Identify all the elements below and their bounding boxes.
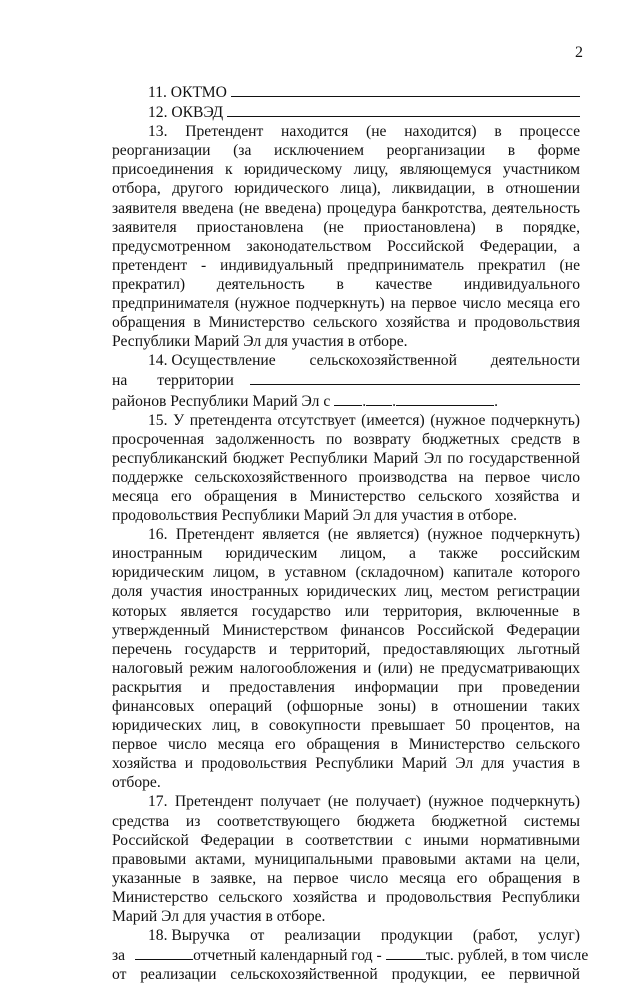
okved-blank-line	[227, 102, 580, 117]
okved-field	[112, 102, 580, 122]
date-month-blank	[366, 391, 392, 406]
year-blank	[135, 945, 193, 960]
document-body	[112, 82, 589, 984]
paragraph-18	[112, 926, 589, 984]
paragraph-16: 16. Претендент является (не является) (нужное подчеркнуть) иностранным юридическим лицом, а также российским юридическим лицом, в уставном (складочном) капитале которого доля участия иностранных юридических лиц, местом регистрации которых является государство или территория, включенные в утвержденный Министерством финансов Российской Федерации перечень государств и территорий, предоставляющих льготный налоговый режим налогообложения и (или) не предусматривающих раскрытия и предоставления информации при проведении финансовых операций (офшорные зоны) в отношении таких юридических лиц, в совокупности превышает 50 процентов, на первое число месяца его обращения в Министерство сельского хозяйства и продовольствия Республики Марий Эл для участия в отборе.	[112, 526, 580, 792]
revenue-blank	[386, 945, 426, 960]
page-number: 2	[575, 44, 583, 61]
territory-blank-line	[250, 370, 580, 385]
date-year-blank	[396, 391, 494, 406]
paragraph-14	[112, 351, 580, 410]
paragraph-18-line-3: от реализации сельскохозяйственной продукции, ее первичной	[112, 966, 580, 984]
oktmo-blank-line	[231, 82, 580, 97]
oktmo-label: 11. ОКТМО	[148, 84, 227, 101]
paragraph-18-line-1: 18. Выручка от реализации продукции (работ, услуг)	[148, 927, 580, 945]
paragraph-14-line-2: на территории	[112, 370, 580, 390]
paragraph-13: 13. Претендент находится (не находится) в процессе реорганизации (за исключением реорганизации в форме присоединения к юридическому лицу, являющемуся участником отбора, другого юридического лица), ликвидации, в отношении заявителя введена (не введена) процедура банкротства, деятельность заявителя приостановлена (не приостановлена) в порядке, предусмотренном законодательством Российской Федерации, а претендент - индивидуальный предприниматель прекратил (не прекратил) деятельность в качестве индивидуального предпринимателя (нужное подчеркнуть) на первое число месяца его обращения в Министерство сельского хозяйства и продовольствия Республики Марий Эл для участия в отборе.	[112, 123, 580, 351]
paragraph-18-line-2: за отчетный календарный год - тыс. рублей, в том числе	[112, 947, 589, 965]
okved-label: 12. ОКВЭД	[148, 104, 224, 122]
paragraph-15: 15. У претендента отсутствует (имеется) (нужное подчеркнуть) просроченная задолженность по возврату бюджетных средств в республиканский бюджет Республики Марий Эл по государственной поддержке сельскохозяйственного производства на первое число месяца его обращения в Министерство сельского хозяйства и продовольствия Республики Марий Эл для участия в отборе.	[112, 411, 580, 525]
paragraph-14-line-3: районов Республики Марий Эл с . . .	[112, 392, 498, 410]
date-day-blank	[334, 391, 362, 406]
oktmo-field	[112, 82, 580, 102]
paragraph-14-line-1: 14. Осуществление сельскохозяйственной деятельности	[148, 352, 580, 370]
paragraph-17: 17. Претендент получает (не получает) (нужное подчеркнуть) средства из соответствующего бюджета бюджетной системы Российской Федерации в соответствии с иными нормативными правовыми актами, муниципальными правовыми актами на цели, указанные в заявке, на первое число месяца его обращения в Министерство сельского хозяйства и продовольствия Республики Марий Эл для участия в отборе.	[112, 793, 580, 926]
